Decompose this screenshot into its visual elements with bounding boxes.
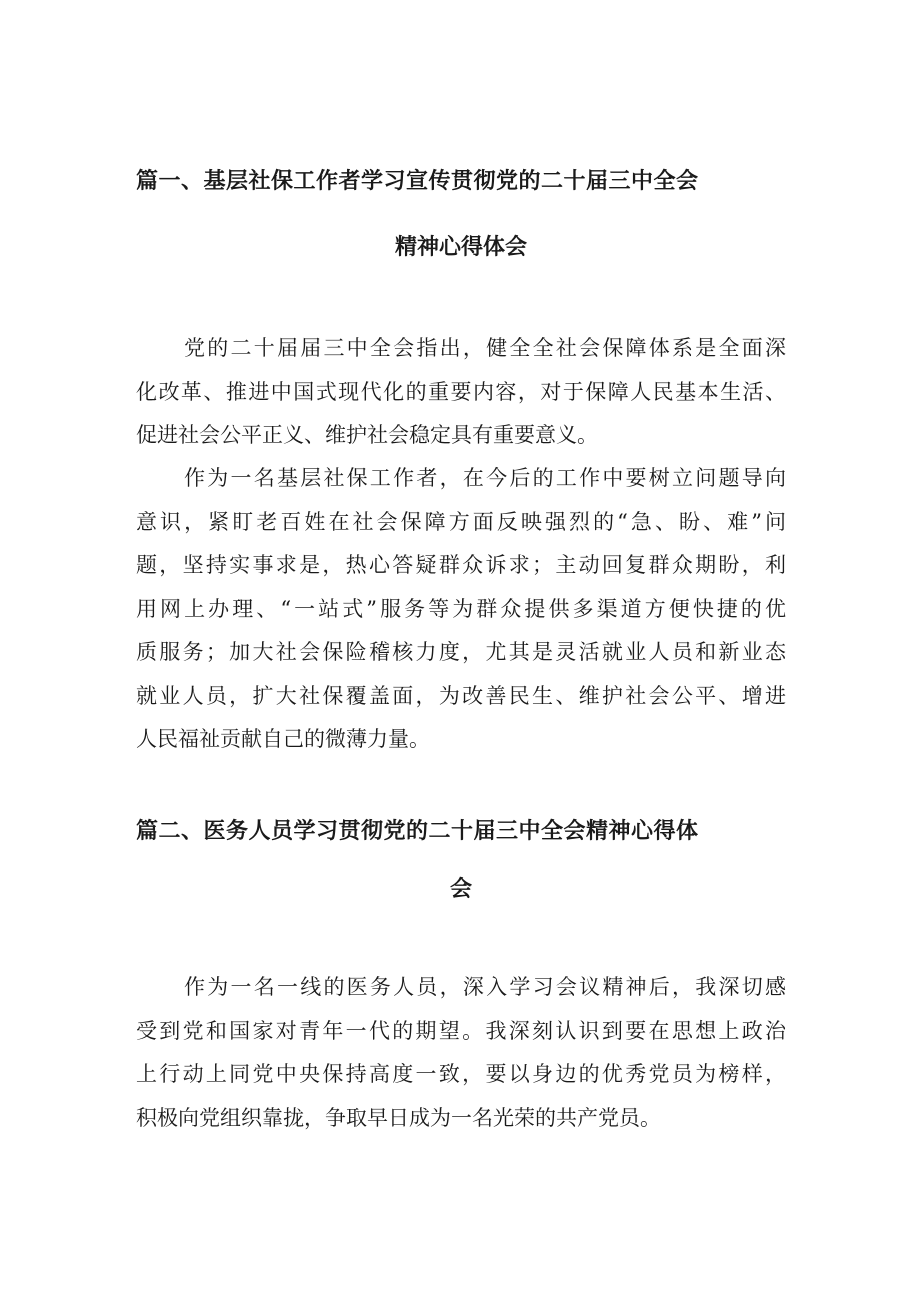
text-line: 质服务；加大社会保险稽核力度，尤其是灵活就业人员和新业态 bbox=[136, 640, 786, 664]
section1-paragraph-2 bbox=[136, 457, 786, 762]
section1-paragraph-1 bbox=[136, 327, 786, 458]
text-line: 就业人员，扩大社保覆盖面，为改善民生、维护社会公平、增进 bbox=[136, 683, 786, 708]
text-line: 题，坚持实事求是，热心答疑群众诉求；主动回复群众期盼，利 bbox=[136, 553, 786, 577]
text-line: 党的二十届届三中全会指出，健全全社会保障体系是全面深 bbox=[184, 336, 786, 360]
section2-title-line1: 篇二、医务人员学习贯彻党的二十届三中全会精神心得体 bbox=[136, 819, 699, 844]
text-line: 用网上办理、“一站式”服务等为群众提供多渠道方便快捷的优 bbox=[136, 596, 786, 621]
text-line: 人民福祉贡献自己的微薄力量。 bbox=[136, 727, 430, 751]
text-line: 意识，紧盯老百姓在社会保障方面反映强烈的“急、盼、难”问 bbox=[136, 509, 786, 534]
text-line: 作为一名基层社保工作者，在今后的工作中要树立问题导向 bbox=[184, 466, 786, 490]
text-line: 化改革、推进中国式现代化的重要内容，对于保障人民基本生活、 bbox=[136, 379, 786, 404]
text-line: 促进社会公平正义、维护社会稳定具有重要意义。 bbox=[136, 423, 598, 447]
text-line: 上行动上同党中央保持高度一致，要以身边的优秀党员为榜样， bbox=[136, 1062, 786, 1086]
section1-title-line1: 篇一、基层社保工作者学习宣传贯彻党的二十届三中全会 bbox=[136, 169, 699, 194]
section2-title-line2: 会 bbox=[449, 877, 472, 902]
text-line: 积极向党组织靠拢，争取早日成为一名光荣的共产党员。 bbox=[136, 1105, 661, 1130]
section1-title-line2: 精神心得体会 bbox=[394, 235, 527, 260]
text-line: 受到党和国家对青年一代的期望。我深刻认识到要在思想上政治 bbox=[136, 1018, 786, 1043]
section2-paragraph-1 bbox=[136, 966, 786, 1140]
text-line: 作为一名一线的医务人员，深入学习会议精神后，我深切感 bbox=[184, 975, 786, 999]
